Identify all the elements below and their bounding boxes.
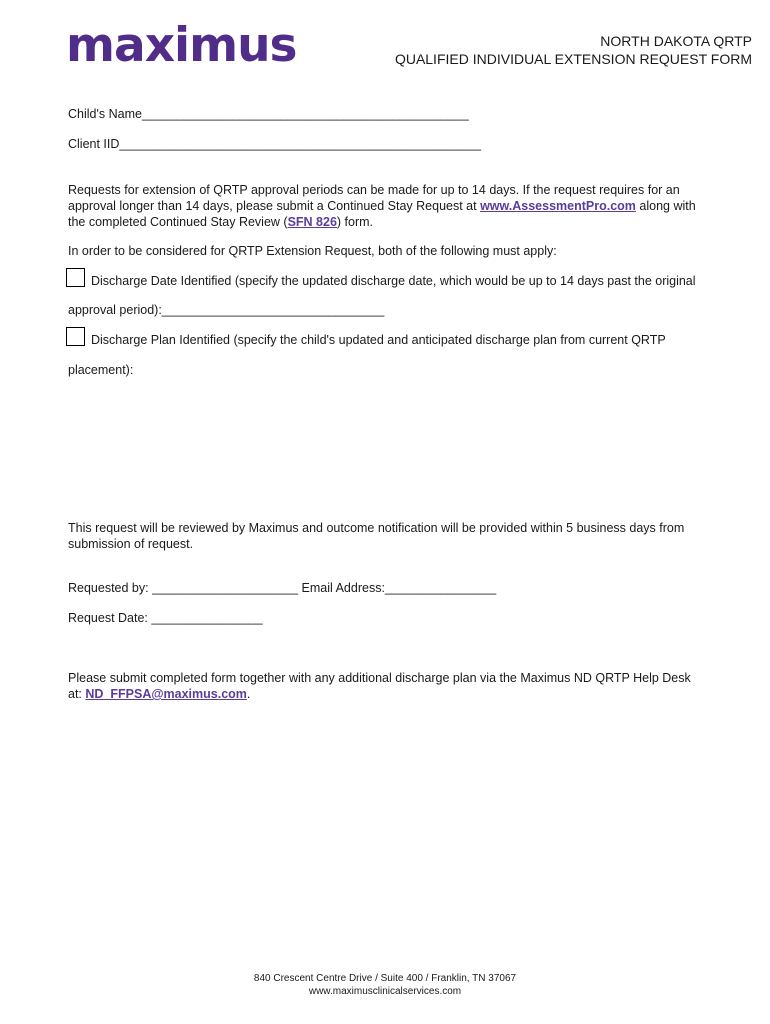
form-title: QUALIFIED INDIVIDUAL EXTENSION REQUEST FORM: [394, 51, 752, 67]
intro-paragraph: [68, 182, 708, 230]
request-date-field[interactable]: Request Date: ________________: [68, 611, 263, 625]
requested-by-field[interactable]: Requested by: _____________________ Email Address:________________: [68, 581, 497, 595]
placement-field-label[interactable]: placement):: [68, 363, 134, 377]
discharge-plan-checkbox[interactable]: [66, 327, 85, 346]
client-id-field[interactable]: Client IID____________________________________________________: [68, 137, 481, 151]
criteria-lead: In order to be considered for QRTP Extension Request, both of the following must apply:: [68, 244, 557, 258]
intro-text-3: ) form.: [336, 215, 374, 229]
assessmentpro-link[interactable]: www.AssessmentPro.com: [480, 199, 636, 213]
helpdesk-email-link[interactable]: ND_FFPSA@maximus.com: [85, 687, 247, 701]
submit-end: .: [246, 687, 251, 701]
childs-name-field[interactable]: Child's Name_______________________________________________: [68, 107, 469, 121]
review-paragraph: This request will be reviewed by Maximus and outcome notification will be provided within 5 business days from submission of request.: [68, 521, 685, 551]
submit-paragraph: [68, 670, 708, 702]
discharge-plan-label: Discharge Plan Identified (specify the child's updated and anticipated discharge plan from current QRTP: [91, 333, 666, 347]
discharge-date-label: Discharge Date Identified (specify the updated discharge date, which would be up to 14 days past the original: [91, 274, 696, 288]
form-header: [395, 32, 752, 68]
sfn-826-link[interactable]: SFN 826: [287, 215, 337, 229]
maximus-logo: maximus: [66, 18, 297, 73]
submit-text: Please submit completed form together with any additional discharge plan via the Maximus ND QRTP Help Desk at:: [68, 671, 691, 701]
footer-address: 840 Crescent Centre Drive / Suite 400 / Franklin, TN 37067: [253, 973, 517, 984]
approval-period-field[interactable]: approval period):________________________________: [68, 303, 385, 317]
intro-text-1: Requests for extension of QRTP approval periods can be made for up to 14 days. If the request requires for an approval longer than 14 days, please submit a Continued Stay Request at: [68, 183, 680, 213]
footer: [0, 972, 770, 998]
discharge-date-checkbox[interactable]: [66, 268, 85, 287]
footer-website: www.maximusclinicalservices.com: [308, 986, 462, 997]
form-state-title: NORTH DAKOTA QRTP: [600, 33, 752, 49]
intro-text-2: along with the completed Continued Stay Review (: [68, 199, 696, 229]
